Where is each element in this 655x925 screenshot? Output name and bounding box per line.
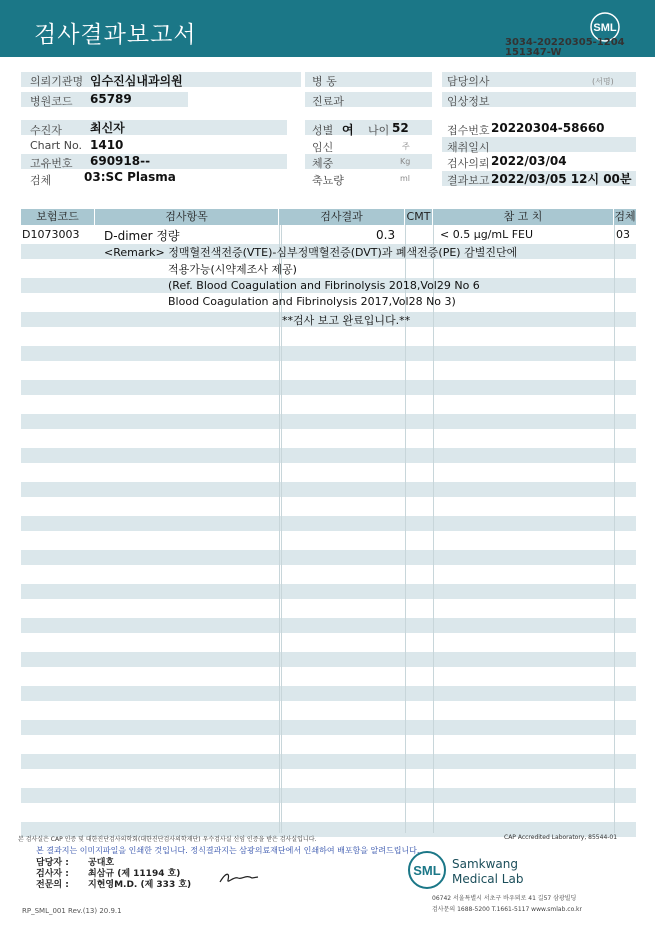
report-number-line2: 151347-W [505,47,562,58]
signature-icon [218,868,260,886]
chart-label: Chart No. [30,139,82,152]
table-row-band [21,720,636,735]
receipt-label: 접수번호 [447,124,490,137]
clinical-info-label: 임상정보 [447,95,490,108]
col-header-specimen: 검체 [614,210,636,223]
table-row-band [21,788,636,803]
column-divider [433,225,434,833]
dept-label: 진료과 [312,95,344,108]
notice: 본 결과지는 이미지파일을 인쇄한 것입니다. 정식결과지는 삼광의료재단에서 인쇄하여 배포함을 알려드립니다. [36,846,420,855]
collect-label: 채취일시 [447,141,490,154]
ward-label: 병 동 [312,75,337,88]
table-row-band [21,686,636,701]
institution-value: 임수진심내과의원 [90,74,183,88]
table-row-band [21,652,636,667]
manager-value: 공대호 [88,858,115,868]
col-header-result: 검사결과 [279,209,404,225]
contact: 검사문의 1688-5200 T.1661-5117 www.smlab.co.kr [432,906,582,913]
weight-label: 체중 [312,157,334,170]
sex-value: 여 [342,123,354,137]
column-divider [614,225,615,833]
report-number-line1: 3034-20220305-1204 [505,37,625,48]
receipt-value: 20220304-58660 [491,121,605,135]
row-specimen: 03 [616,228,630,241]
weight-unit: Kg [400,157,411,166]
table-row-band [21,618,636,633]
report-label: 결과보고 [447,174,490,187]
id-value: 690918-- [90,154,151,168]
logo-text: SML [593,22,617,34]
institution-label: 의뢰기관명 [30,75,84,88]
specimen-label: 검체 [30,174,52,187]
remark-line: 적용가능(시약제조사 제공) [168,263,297,276]
report-number [505,38,625,58]
specialist-value: 지현영M.D. (제 333 호) [88,880,192,890]
col-header-reference: 참 고 치 [433,209,613,225]
age-label: 나이 [368,124,390,137]
table-row-band [21,448,636,463]
patient-value: 최신자 [90,121,125,135]
footer-logo-text: SML [413,863,441,878]
table-row-band [21,550,636,565]
remark-line: <Remark> 정맥혈전색전증(VTE)-심부정맥혈전증(DVT)과 폐색전증(PE) 감별진단에 [104,246,518,259]
remark-line: Blood Coagulation and Fibrinolysis 2017,Vol28 No 3) [168,295,456,308]
examiner-label: 검사자 : [36,869,69,879]
id-label: 고유번호 [30,157,73,170]
column-divider [279,225,280,833]
table-row-band [21,516,636,531]
examiner-value: 최삼규 (제 11194 호) [88,869,181,879]
request-value: 2022/03/04 [491,154,567,168]
report-value: 2022/03/05 12시 00분 [491,172,632,186]
cert-note: 본 검사실은 CAP 인증 및 대한진단검사의학회(대한진단검사의학재단) 우수검사실 신임 인증을 받은 검사실입니다. [18,836,317,843]
doctor-sign-note: (서명) [592,77,614,86]
age-value: 52 [392,121,409,135]
brand-line1: Samkwang [452,857,518,871]
chart-value: 1410 [90,138,124,152]
row-code: D1073003 [22,228,80,241]
address: 06742 서울특별시 서초구 바우뫼로 41 길57 삼광빌딩 [432,895,577,902]
row-reference: < 0.5 μg/mL FEU [440,228,534,241]
request-label: 검사의뢰 [447,157,490,170]
row-item: D-dimer 정량 [104,229,180,243]
remark-line: (Ref. Blood Coagulation and Fibrinolysis 2018,Vol29 No 6 [168,279,480,292]
hospital-code-label: 병원코드 [30,95,73,108]
urine-unit: ml [400,174,411,183]
sex-label: 성별 [312,124,334,137]
pregnancy-unit: 주 [402,142,410,151]
table-row-band [21,584,636,599]
col-header-item: 검사항목 [95,209,278,225]
table-row-band [21,380,636,395]
cap-note: CAP Accredited Laboratory, 85544-01 [504,834,618,841]
sml-footer-logo-icon [405,850,449,890]
row-result: 0.3 [376,228,396,242]
doctor-label: 담당의사 [447,75,490,88]
hospital-code-value: 65789 [90,92,132,106]
table-row-band [21,346,636,361]
table-row-band [21,414,636,429]
form-code: RP_SML_001 Rev.(13) 20.9.1 [22,907,122,915]
table-row-band [21,754,636,769]
specialist-label: 전문의 : [36,880,69,890]
table-row-band [21,482,636,497]
patient-label: 수진자 [30,124,62,137]
urine-label: 축뇨량 [312,174,344,187]
completion-note: **검사 보고 완료입니다.** [282,314,411,327]
report-title: 검사결과보고서 [34,22,197,48]
col-header-code: 보험코드 [21,209,94,225]
col-header-cmt: CMT [406,210,431,223]
pregnancy-label: 임신 [312,141,334,154]
specimen-value: 03:SC Plasma [84,170,176,184]
manager-label: 담당자 : [36,858,69,868]
brand-line2: Medical Lab [452,872,524,886]
